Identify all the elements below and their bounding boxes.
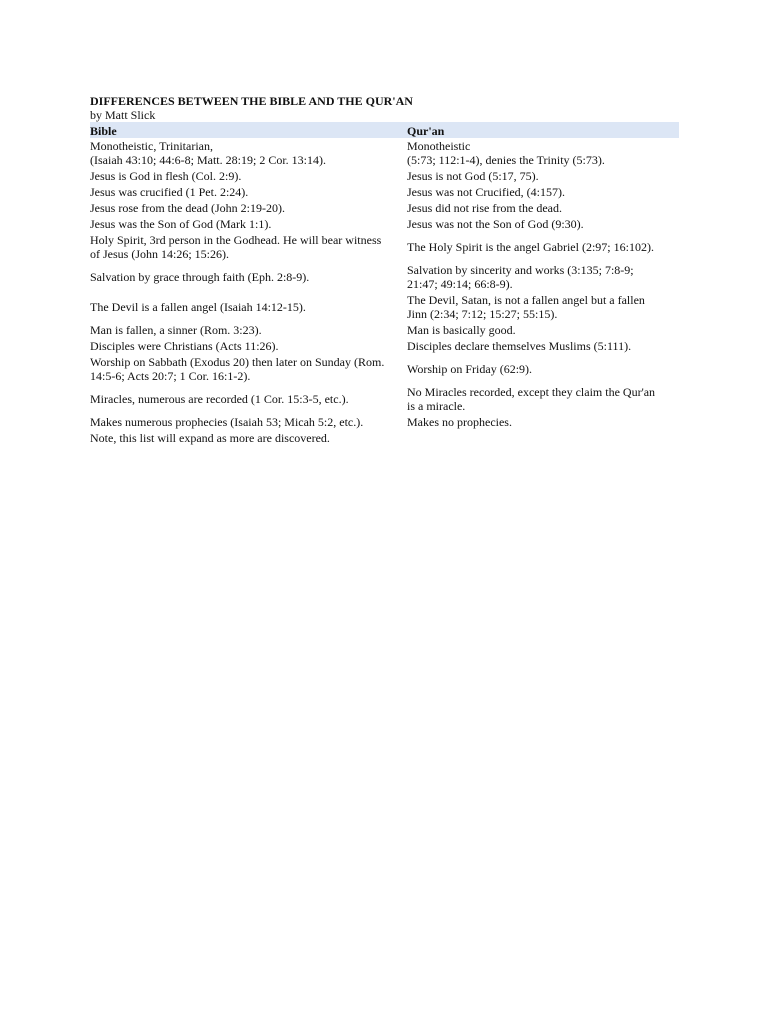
table-row xyxy=(90,338,679,354)
cell-line: Jesus was not Crucified, (4:157). xyxy=(407,185,565,199)
table-row xyxy=(90,184,679,200)
quran-cell xyxy=(407,322,679,338)
table-header-row xyxy=(90,122,679,138)
cell-line: Salvation by sincerity and works (3:135; 7:8-9; xyxy=(407,263,634,277)
footnote: Note, this list will expand as more are discovered. xyxy=(90,431,330,445)
cell-line: Makes no prophecies. xyxy=(407,415,512,429)
table-row xyxy=(90,216,679,232)
cell-line: Worship on Sabbath (Exodus 20) then later on Sunday (Rom. xyxy=(90,355,385,369)
cell-line: Jesus was not the Son of God (9:30). xyxy=(407,217,584,231)
table-row xyxy=(90,414,679,430)
quran-cell xyxy=(407,414,679,430)
quran-cell xyxy=(407,168,679,184)
author-byline: by Matt Slick xyxy=(90,108,156,122)
quran-cell xyxy=(407,262,679,292)
comparison-table xyxy=(90,122,679,430)
cell-line: Man is basically good. xyxy=(407,323,516,337)
table-row xyxy=(90,168,679,184)
cell-line: (5:73; 112:1-4), denies the Trinity (5:73). xyxy=(407,153,605,167)
cell-line: The Devil is a fallen angel (Isaiah 14:12-15). xyxy=(90,300,306,314)
bible-cell xyxy=(90,414,407,430)
table-body xyxy=(90,138,679,430)
quran-cell xyxy=(407,292,679,322)
table-row xyxy=(90,200,679,216)
cell-line: Jesus was the Son of God (Mark 1:1). xyxy=(90,217,272,231)
bible-cell xyxy=(90,322,407,338)
cell-line: Disciples were Christians (Acts 11:26). xyxy=(90,339,279,353)
column-header-quran: Qur'an xyxy=(407,122,679,138)
cell-line: Salvation by grace through faith (Eph. 2:8-9). xyxy=(90,270,310,284)
cell-line: No Miracles recorded, except they claim the Qur'an xyxy=(407,385,656,399)
document-title: DIFFERENCES BETWEEN THE BIBLE AND THE QUR'AN xyxy=(90,94,413,108)
bible-cell xyxy=(90,262,407,292)
cell-line: 14:5-6; Acts 20:7; 1 Cor. 16:1-2). xyxy=(90,369,251,383)
column-header-bible: Bible xyxy=(90,122,407,138)
bible-cell xyxy=(90,168,407,184)
table-row xyxy=(90,292,679,322)
document xyxy=(90,94,680,445)
cell-line: Disciples declare themselves Muslims (5:111). xyxy=(407,339,632,353)
bible-cell xyxy=(90,384,407,414)
quran-cell xyxy=(407,354,679,384)
table-row xyxy=(90,138,679,168)
cell-line: of Jesus (John 14:26; 15:26). xyxy=(90,247,229,261)
cell-line: Worship on Friday (62:9). xyxy=(407,362,533,376)
bible-cell xyxy=(90,200,407,216)
quran-cell xyxy=(407,138,679,168)
table-row xyxy=(90,322,679,338)
quran-cell xyxy=(407,232,679,262)
cell-line: Makes numerous prophecies (Isaiah 53; Micah 5:2, etc.). xyxy=(90,415,364,429)
cell-line: Man is fallen, a sinner (Rom. 3:23). xyxy=(90,323,262,337)
table-row xyxy=(90,262,679,292)
cell-line: Monotheistic xyxy=(407,139,471,153)
quran-cell xyxy=(407,338,679,354)
cell-line: Jesus did not rise from the dead. xyxy=(407,201,562,215)
cell-line: The Holy Spirit is the angel Gabriel (2:97; 16:102). xyxy=(407,240,654,254)
table-row xyxy=(90,354,679,384)
quran-cell xyxy=(407,216,679,232)
cell-line: Jesus rose from the dead (John 2:19-20). xyxy=(90,201,285,215)
cell-line: Jesus was crucified (1 Pet. 2:24). xyxy=(90,185,249,199)
cell-line: Jesus is God in flesh (Col. 2:9). xyxy=(90,169,242,183)
table-row xyxy=(90,384,679,414)
bible-cell xyxy=(90,338,407,354)
bible-cell xyxy=(90,292,407,322)
cell-line: 21:47; 49:14; 66:8-9). xyxy=(407,277,513,291)
cell-line: is a miracle. xyxy=(407,399,466,413)
cell-line: Holy Spirit, 3rd person in the Godhead. He will bear witness xyxy=(90,233,382,247)
cell-line: Monotheistic, Trinitarian, xyxy=(90,139,213,153)
quran-cell xyxy=(407,200,679,216)
cell-line: Miracles, numerous are recorded (1 Cor. 15:3-5, etc.). xyxy=(90,392,349,406)
cell-line: The Devil, Satan, is not a fallen angel but a fallen xyxy=(407,293,645,307)
cell-line: (Isaiah 43:10; 44:6-8; Matt. 28:19; 2 Cor. 13:14). xyxy=(90,153,326,167)
bible-cell xyxy=(90,354,407,384)
cell-line: Jinn (2:34; 7:12; 15:27; 55:15). xyxy=(407,307,558,321)
bible-cell xyxy=(90,184,407,200)
table-row xyxy=(90,232,679,262)
cell-line: Jesus is not God (5:17, 75). xyxy=(407,169,539,183)
bible-cell xyxy=(90,138,407,168)
bible-cell xyxy=(90,232,407,262)
quran-cell xyxy=(407,184,679,200)
quran-cell xyxy=(407,384,679,414)
bible-cell xyxy=(90,216,407,232)
